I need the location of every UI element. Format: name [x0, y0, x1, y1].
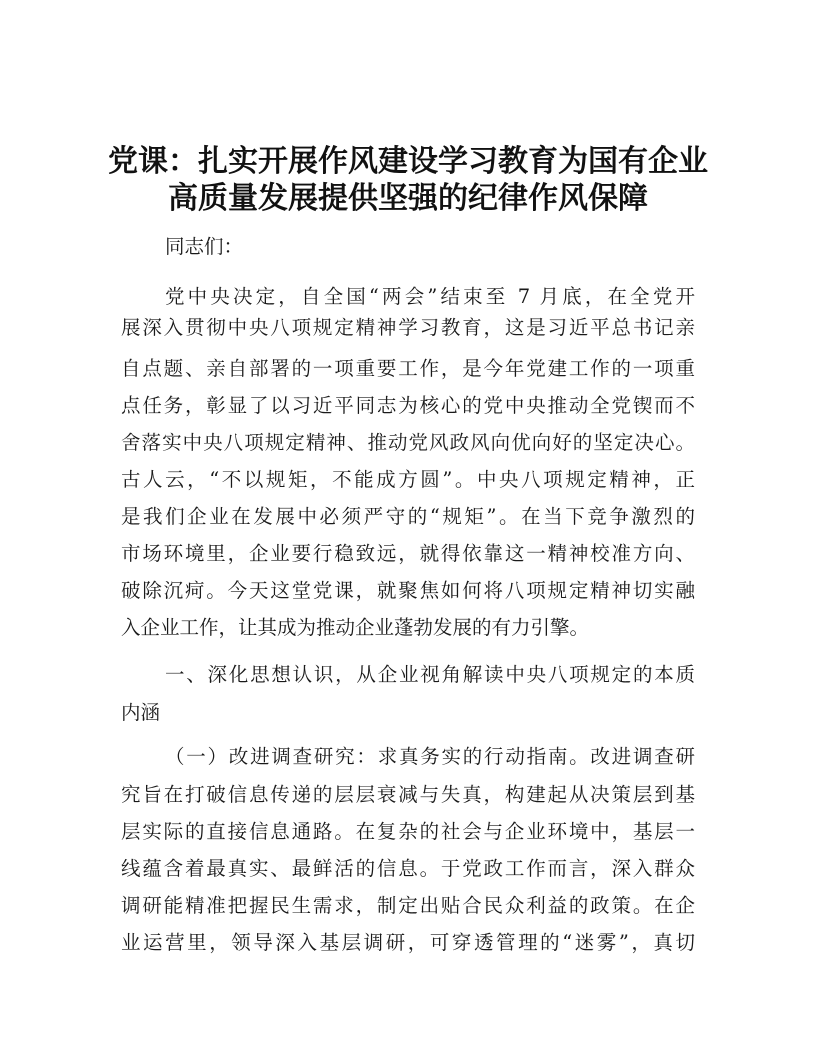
paragraph-line: （一）改进调查研究：求真务实的行动指南。改进调查研: [165, 745, 695, 768]
paragraph-line: 点任务，彰显了以习近平同志为核心的党中央推动全党锲而不: [121, 394, 695, 417]
paragraph-line: 线蕴含着最真实、最鲜活的信息。于党政工作而言，深入群众: [121, 857, 695, 880]
document-title-line-1: 党课：扎实开展作风建设学习教育为国有企业: [108, 144, 708, 179]
section-heading: 一、深化思想认识，从企业视角解读中央八项规定的本质: [165, 663, 695, 686]
paragraph-line: 舍落实中央八项规定精神、推动党风政风向优向好的坚定决心。: [121, 431, 695, 454]
paragraph-line: 究旨在打破信息传递的层层衰减与失真，构建起从决策层到基: [121, 783, 695, 806]
paragraph-line: 破除沉疴。今天这堂党课，就聚焦如何将八项规定精神切实融: [121, 579, 695, 602]
document-title-line-2: 高质量发展提供坚强的纪律作风保障: [168, 181, 648, 216]
paragraph-line: 党中央决定，自全国“两会”结束至 7 月底，在全党开: [165, 285, 695, 308]
paragraph-line: 层实际的直接信息通路。在复杂的社会与企业环境中，基层一: [121, 820, 695, 843]
paragraph-line: 是我们企业在发展中必须严守的“规矩”。在当下竞争激烈的: [121, 505, 695, 528]
paragraph-line: 业运营里，领导深入基层调研，可穿透管理的“迷雾”，真切: [121, 931, 695, 954]
salutation: 同志们：: [165, 235, 244, 258]
paragraph-line: 古人云，“不以规矩，不能成方圆”。中央八项规定精神，正: [121, 468, 695, 491]
paragraph-line: 入企业工作，让其成为推动企业蓬勃发展的有力引擎。: [121, 616, 590, 639]
paragraph-line: 调研能精准把握民生需求，制定出贴合民众利益的政策。在企: [121, 894, 695, 917]
paragraph-line: 展深入贯彻中央八项规定精神学习教育，这是习近平总书记亲: [121, 316, 695, 339]
paragraph-line: 自点题、亲自部署的一项重要工作，是今年党建工作的一项重: [121, 357, 695, 380]
section-heading: 内涵: [121, 701, 161, 724]
paragraph-line: 市场环境里，企业要行稳致远，就得依靠这一精神校准方向、: [121, 542, 695, 565]
